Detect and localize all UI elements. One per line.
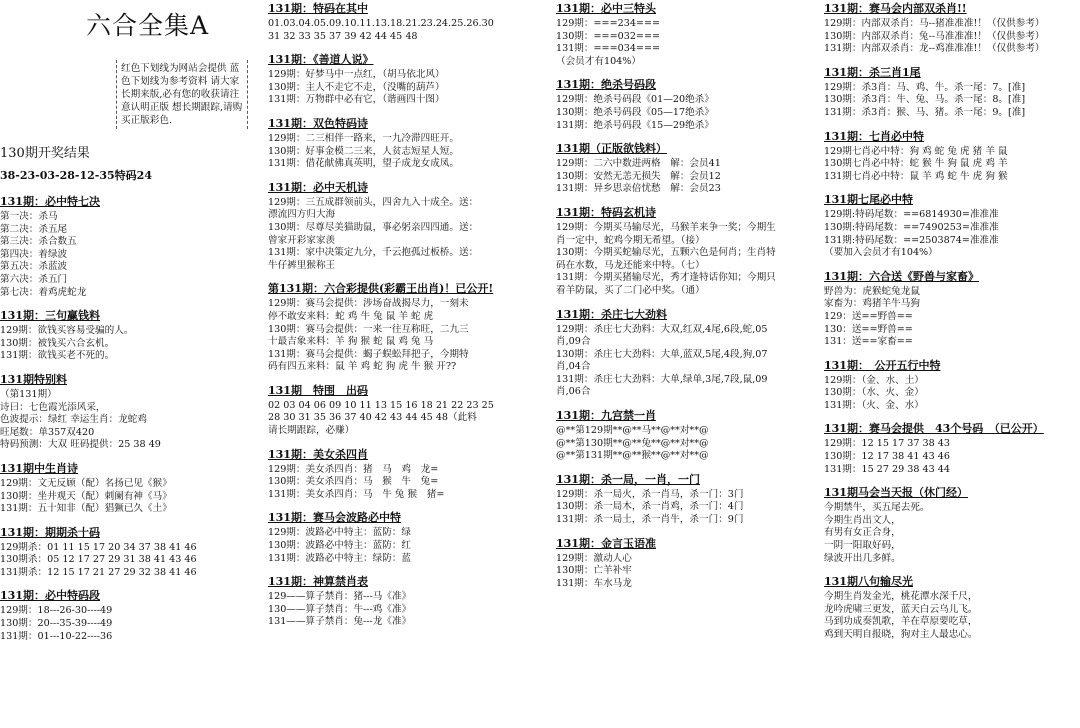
section-heading: 131期马会当天报（休门经） [824, 486, 968, 500]
section-heading: 131期：必中特七决 [0, 195, 100, 208]
section-line: 看羊防鼠，买了二门必中奖。（通） [556, 284, 705, 296]
page-title: 六合全集A [86, 11, 210, 40]
section-line: 129期七肖必中特：狗 鸡 蛇 兔 虎 猪 羊 鼠 [824, 145, 1008, 157]
section-line: @**第130期**@**兔**@**对**@ [556, 437, 709, 449]
section-line: 131：送==家畜== [824, 336, 913, 348]
section-heading: 131期：金言玉语准 [556, 536, 656, 550]
section-heading: 131期：六合送《野兽与家畜》 [824, 269, 979, 283]
section-line: 129期：波路必中特主：蓝防：绿 [268, 527, 412, 539]
section-line: 131期：赛马会提供：蝎子蜈蚣拜把子，今期特 [268, 348, 469, 360]
section-block [268, 509, 550, 565]
section-heading: 131期：特码在其中 [268, 2, 368, 15]
section-line: 129期杀：01 11 15 17 20 34 37 38 41 46 [0, 541, 197, 553]
result-numbers: 38-23-03-28-12-35特码24 [0, 169, 152, 182]
section-line: 一阴一阳取好码， [824, 540, 901, 552]
section-heading: 131期特别料 [0, 372, 67, 386]
section-line: 野兽为：虎猴蛇兔龙鼠 [824, 285, 920, 297]
section-line: 129期：杀一局火，杀一肖马，杀一门：3门 [556, 488, 744, 500]
section-line: 131期：异乡思亲倍忧愁 解：会员23 [556, 183, 721, 195]
section-block [824, 191, 1080, 259]
section-line: 129期：内部双杀肖：马--猪准准准!！（仅供参考） [824, 18, 1045, 29]
section-line: 131期:特码尾数：==2503874=准准准 [824, 234, 999, 246]
section-block [268, 382, 550, 438]
section-block [268, 446, 550, 502]
section-line: 第五决：杀蓝波 [0, 261, 68, 273]
section-line: 129期：杀庄七大劲料：大双,红双,4尾,6段,蛇,05 [556, 323, 768, 335]
section-block [824, 268, 1080, 349]
section-line: 家畜为：鸡猪羊牛马狗 [824, 298, 920, 310]
section-block [268, 179, 550, 273]
section-block [824, 484, 1080, 565]
section-line: 第六决：杀五门 [0, 273, 68, 285]
section-line: 龙吟虎啸三更发，蓝天白云乌儿飞。 [824, 603, 978, 615]
col2-sections [268, 0, 550, 629]
section-line: 129期：二三相伴一路来，一九冷滞四旺开。 [268, 132, 459, 144]
section-line: （会员才有104%） [556, 55, 641, 67]
section-line: 129期：12 15 17 37 38 43 [824, 438, 950, 450]
section-line: 130期：杀一局木，杀一肖鸡，杀一门：4门 [556, 501, 744, 513]
section-line: 131期：欲钱买老不死的。 [0, 350, 115, 362]
section-line: 130期：===032=== [556, 30, 661, 42]
section-heading: 131期八句输尽光 [824, 575, 913, 589]
section-line: 129期：欲钱买容易受骗的人。 [0, 325, 134, 337]
section-block [556, 407, 818, 463]
section-block [824, 128, 1080, 184]
section-heading: 131期：期期杀十码 [0, 525, 100, 539]
section-line: 129期：二六中数进两格 解：会员41 [556, 158, 721, 170]
section-line: 131期：车水马龙 [556, 577, 632, 589]
section-line: （要加入会员才有104%） [824, 247, 938, 259]
section-line: 131期：五十知非（配）猖獗已久《土》 [0, 503, 172, 515]
section-block [268, 51, 550, 107]
section-line: 129期：激动人心 [556, 552, 632, 564]
result-title: 130期开奖结果 [0, 146, 90, 161]
section-line: 130：送==野兽== [824, 323, 913, 335]
section-line: 肖,06合 [556, 386, 591, 398]
section-block [268, 115, 550, 171]
section-heading: 131期：必中三特头 [556, 2, 656, 15]
section-line: 131期：===034=== [556, 43, 661, 55]
section-line: 马到功成奏凯歌，羊在草原要吃草， [824, 616, 978, 628]
section-line: 129期：今期买马输尽光，马猴羊来争一奖；今期生 [556, 221, 776, 233]
section-block [824, 573, 1080, 641]
section-line: 129：送==野兽== [824, 310, 913, 322]
section-block [268, 573, 550, 629]
section-line: 130期：尽尊尽美猫助鼠，事必躬亲四四通。送： [268, 221, 479, 233]
section-line: 第七决：着鸡虎蛇龙 [0, 286, 87, 298]
section-line: 129期：18---26-30----49 [0, 605, 113, 617]
section-line: 码有四五来料：鼠 羊 鸡 蛇 狗 虎 牛 猴 开?? [268, 361, 457, 373]
section-block [0, 524, 262, 580]
section-line: 诗曰：七色霞光添风采， [0, 401, 106, 413]
section-line: 鸡到天明自报晓，狗对主人最忠心。 [824, 629, 978, 640]
section-heading: 131期：赛马会提供 43个号码 （已公开） [824, 422, 1044, 436]
section-block [0, 193, 262, 299]
section-heading: 131期：七肖必中特 [824, 129, 924, 143]
section-line: 肖一定中，蛇鸡今期无希望。（接） [556, 234, 705, 246]
section-line: @**第131期**@**猴**@**对**@ [556, 450, 709, 462]
section-line: 130期：美女杀四肖：马 猴 牛 兔= [268, 476, 439, 488]
section-block [268, 0, 550, 43]
section-block [824, 420, 1080, 476]
section-line: 28 30 31 35 36 37 40 42 43 44 45 48（此料 [268, 412, 477, 424]
section-line: 肖,04合 [556, 361, 591, 373]
section-line: 131期：美女杀四肖：马 牛 兔 猴 猪= [268, 488, 445, 500]
section-line: 有男有女正合身， [824, 527, 901, 539]
section-block [0, 307, 262, 363]
section-heading: 131期：美女杀四肖 [268, 447, 368, 461]
section-line: 130期：杀3肖：牛、兔、马。杀一尾：8。[准] [824, 94, 1026, 106]
column-3 [556, 0, 818, 728]
col3-sections [556, 0, 818, 590]
section-line: 129期：三五成群领前头，四舍九入十成全。送： [268, 196, 479, 208]
section-line: 第二决：杀五尾 [0, 223, 68, 235]
section-heading: 131期 特围 出码 [268, 383, 368, 397]
section-heading: 131期：三句赢钱料 [0, 309, 100, 323]
section-line: 肖,09合 [556, 336, 591, 348]
section-line: 130期：内部双杀肖：兔--马准准准!！（仅供参考） [824, 30, 1045, 42]
section-line: 129期:特码尾数：==6814930=准准准 [824, 209, 999, 221]
section-line: 第四决：着绿波 [0, 248, 68, 260]
section-heading: 131期：绝杀号码段 [556, 78, 656, 92]
section-line: 130期：坐井观天（配）刺阑有神《马》 [0, 490, 172, 502]
section-heading: 131期：必中天机诗 [268, 180, 368, 194]
section-block [824, 0, 1080, 56]
section-line: 131期：15 27 29 38 43 44 [824, 463, 950, 475]
section-line: （第131期） [0, 388, 57, 400]
section-line: 129期：文无反顾（配）名扬已见《猴》 [0, 477, 172, 489]
section-block [556, 76, 818, 132]
section-line: 码在水数，马龙还能来中特。（七） [556, 259, 705, 271]
section-heading: 131期中生肖诗 [0, 461, 78, 475]
section-line: 131期杀：12 15 17 21 27 29 32 38 41 46 [0, 566, 197, 578]
section-line: 十最吉象来料：羊 狗 猴 蛇 鼠 鸡 兔 马 [268, 336, 434, 348]
section-line: 129期：===234=== [556, 18, 661, 29]
section-line: 31 32 33 35 37 39 42 44 45 48 [268, 30, 418, 42]
column-1 [0, 0, 262, 728]
section-line: 02 03 04 06 09 10 11 13 15 16 18 21 22 23 25 [268, 399, 494, 411]
section-line: 今期生肖出文人， [824, 514, 901, 526]
section-line: 停不敢安来料：蛇 鸡 牛 兔 鼠 羊 蛇 虎 [268, 310, 434, 322]
section-heading: 131期：赛马会内部双杀肖!! [824, 2, 967, 15]
section-line: 130期：绝杀号码段《05—17绝杀》 [556, 106, 714, 118]
section-line: 131期：家中决策定九分，千云抱孤过板桥。送： [268, 247, 479, 259]
section-line: 129期：绝杀号码段《01—20绝杀》 [556, 94, 714, 106]
section-heading: 131期：《善道人说》 [268, 53, 374, 67]
section-line: 129期：杀3肖：马、鸡、牛。杀一尾：7。[准] [824, 81, 1026, 93]
section-line: 曾家开彩家家羡 [268, 234, 336, 246]
notice-box: 红色下划线为网站会提供 蓝色下划线为参考资料 请大家长期来版,必有您的收获请注意认明正版 想长期跟踪,请购买正版彩色. [116, 60, 248, 129]
section-heading: 131期：赛马会波路必中特 [268, 511, 401, 525]
section-block [556, 204, 818, 298]
section-line: 130期：好事金模二三来，人贫志短星人短。 [268, 145, 459, 157]
section-line: 130期：赛马会提供：一来一往互称旺，二九三 [268, 323, 469, 335]
section-heading: 131期：杀庄七大劲料 [556, 307, 667, 321]
section-line: 今期生肖发金光，桃花潭水深千尺， [824, 591, 978, 603]
col1-sections [0, 193, 262, 643]
section-heading: 131期（正版欲钱料） [556, 142, 667, 156]
section-line: 130期：12 17 38 41 43 46 [824, 451, 950, 463]
section-line: 01.03.04.05.09.10.11.13.18.21.23.24.25.26.30 [268, 18, 494, 29]
section-line: 131期：借花献佛真英明，望子成龙女成凤。 [268, 158, 459, 170]
section-block [556, 471, 818, 527]
section-line: 129期：（金、水、土） [824, 374, 924, 386]
section-line: 129期：美女杀四肖：猪 马 鸡 龙= [268, 463, 439, 475]
section-heading: 131期：必中特码段 [0, 589, 100, 603]
section-line: 131期：（火、金、水） [824, 399, 924, 411]
section-block [0, 460, 262, 516]
section-line: 130期：主人不走它不走，（没嘴的葫芦） [268, 81, 445, 93]
section-heading: 131期：特码玄机诗 [556, 205, 656, 219]
section-line: 131期：杀一局土，杀一肖牛，杀一门：9门 [556, 514, 744, 526]
section-line: 绿波开出几多鲜。 [824, 552, 901, 564]
section-line: 130期七肖必中特：蛇 猴 牛 狗 鼠 虎 鸡 羊 [824, 158, 1008, 170]
section-line: 131期：万物群中必有它，（谐画四十图） [268, 94, 445, 106]
section-heading: 131期：杀一局，一肖，一门 [556, 472, 700, 486]
section-line: 第三决：杀合数五 [0, 236, 77, 248]
section-block [0, 587, 262, 643]
section-line: 131期：01---10-22----36 [0, 630, 113, 642]
section-line: 129期：好梦马中一点红，（胡马依北风） [268, 69, 445, 81]
section-line: 130——算子禁肖：牛---鸡《准》 [268, 603, 412, 615]
section-block [0, 371, 262, 452]
section-heading: 131期：神算禁肖表 [268, 575, 368, 589]
section-line: @**第129期**@**马**@**对**@ [556, 425, 709, 437]
section-block [556, 0, 818, 68]
section-line: 129——算子禁肖：猪---马《准》 [268, 591, 412, 603]
section-heading: 第131期：六合彩提供(彩霸王出肖)！已公开! [268, 282, 494, 296]
section-line: 130期:特码尾数：==7490253=准准准 [824, 221, 999, 233]
section-line: 130期：安然无恙无损失 解：会员12 [556, 170, 721, 182]
section-line: 130期：波路必中特主：蓝防：红 [268, 540, 412, 552]
section-heading: 131期七尾必中特 [824, 193, 913, 207]
column-4 [824, 0, 1080, 728]
section-line: 色波提示：绿红 幸运生肖：龙蛇鸡 [0, 414, 147, 426]
section-line: 131期：杀3肖：猴、马、猪。杀一尾：9。[准] [824, 106, 1026, 118]
section-line: 130期：杀庄七大劲料：大单,蓝双,5尾,4段,狗,07 [556, 348, 768, 360]
section-line: 130期杀：05 12 17 27 29 31 38 41 43 46 [0, 554, 197, 566]
section-line: 130期：亡羊补牢 [556, 565, 632, 577]
section-line: 第一决：杀马 [0, 211, 58, 222]
section-block [268, 280, 550, 374]
section-line: 131期：今期买猪输尽光，秀才逢特话你知；今期只 [556, 272, 776, 284]
section-line: 漂流四方归大海 [268, 209, 336, 221]
section-line: 旺尾数：单357双420 [0, 426, 95, 438]
section-line: 特码预测：大双 旺码提供：25 38 49 [0, 439, 161, 451]
col4-sections [824, 0, 1080, 642]
section-line: 131期：内部双杀肖：龙--鸡准准准!！（仅供参考） [824, 43, 1045, 55]
section-block [556, 535, 818, 591]
section-heading: 131期： 公开五行中特 [824, 358, 941, 372]
section-heading: 131期：杀三肖1尾 [824, 65, 921, 79]
section-block [824, 64, 1080, 120]
section-line: 请长期跟踪，必赚） [268, 425, 355, 437]
section-line: 131期：绝杀号码段《15—29绝杀》 [556, 119, 714, 131]
section-line: 130期：被钱买六合玄机。 [0, 337, 115, 349]
section-line: 今期禁牛，买五尾去死。 [824, 502, 930, 514]
section-block [824, 357, 1080, 413]
section-line: 131期：波路必中特主：绿防：蓝 [268, 552, 412, 564]
section-block [556, 140, 818, 196]
section-line: 130期：20---35-39----49 [0, 618, 113, 630]
section-line: 131期：杀庄七大劲料：大单,绿单,3尾,7段,鼠,09 [556, 373, 768, 385]
section-line: 牛仔裤里猴称王 [268, 259, 336, 271]
section-line: 130期：（水、火、金） [824, 387, 924, 399]
section-line: 131期七肖必中特：鼠 羊 鸡 蛇 牛 虎 狗 猴 [824, 170, 1008, 182]
section-line: 130期：今期买蛇输尽光，五颗六色是何肖；生肖特 [556, 247, 776, 259]
section-line: 131——算子禁肖：兔---龙《准》 [268, 616, 412, 628]
section-block [556, 306, 818, 400]
section-heading: 131期：双色特码诗 [268, 116, 368, 130]
section-line: 129期：赛马会提供：涉场奋战揭尽力，一刻未 [268, 298, 469, 310]
column-2 [268, 0, 550, 728]
section-heading: 131期：九宫禁一肖 [556, 409, 656, 423]
